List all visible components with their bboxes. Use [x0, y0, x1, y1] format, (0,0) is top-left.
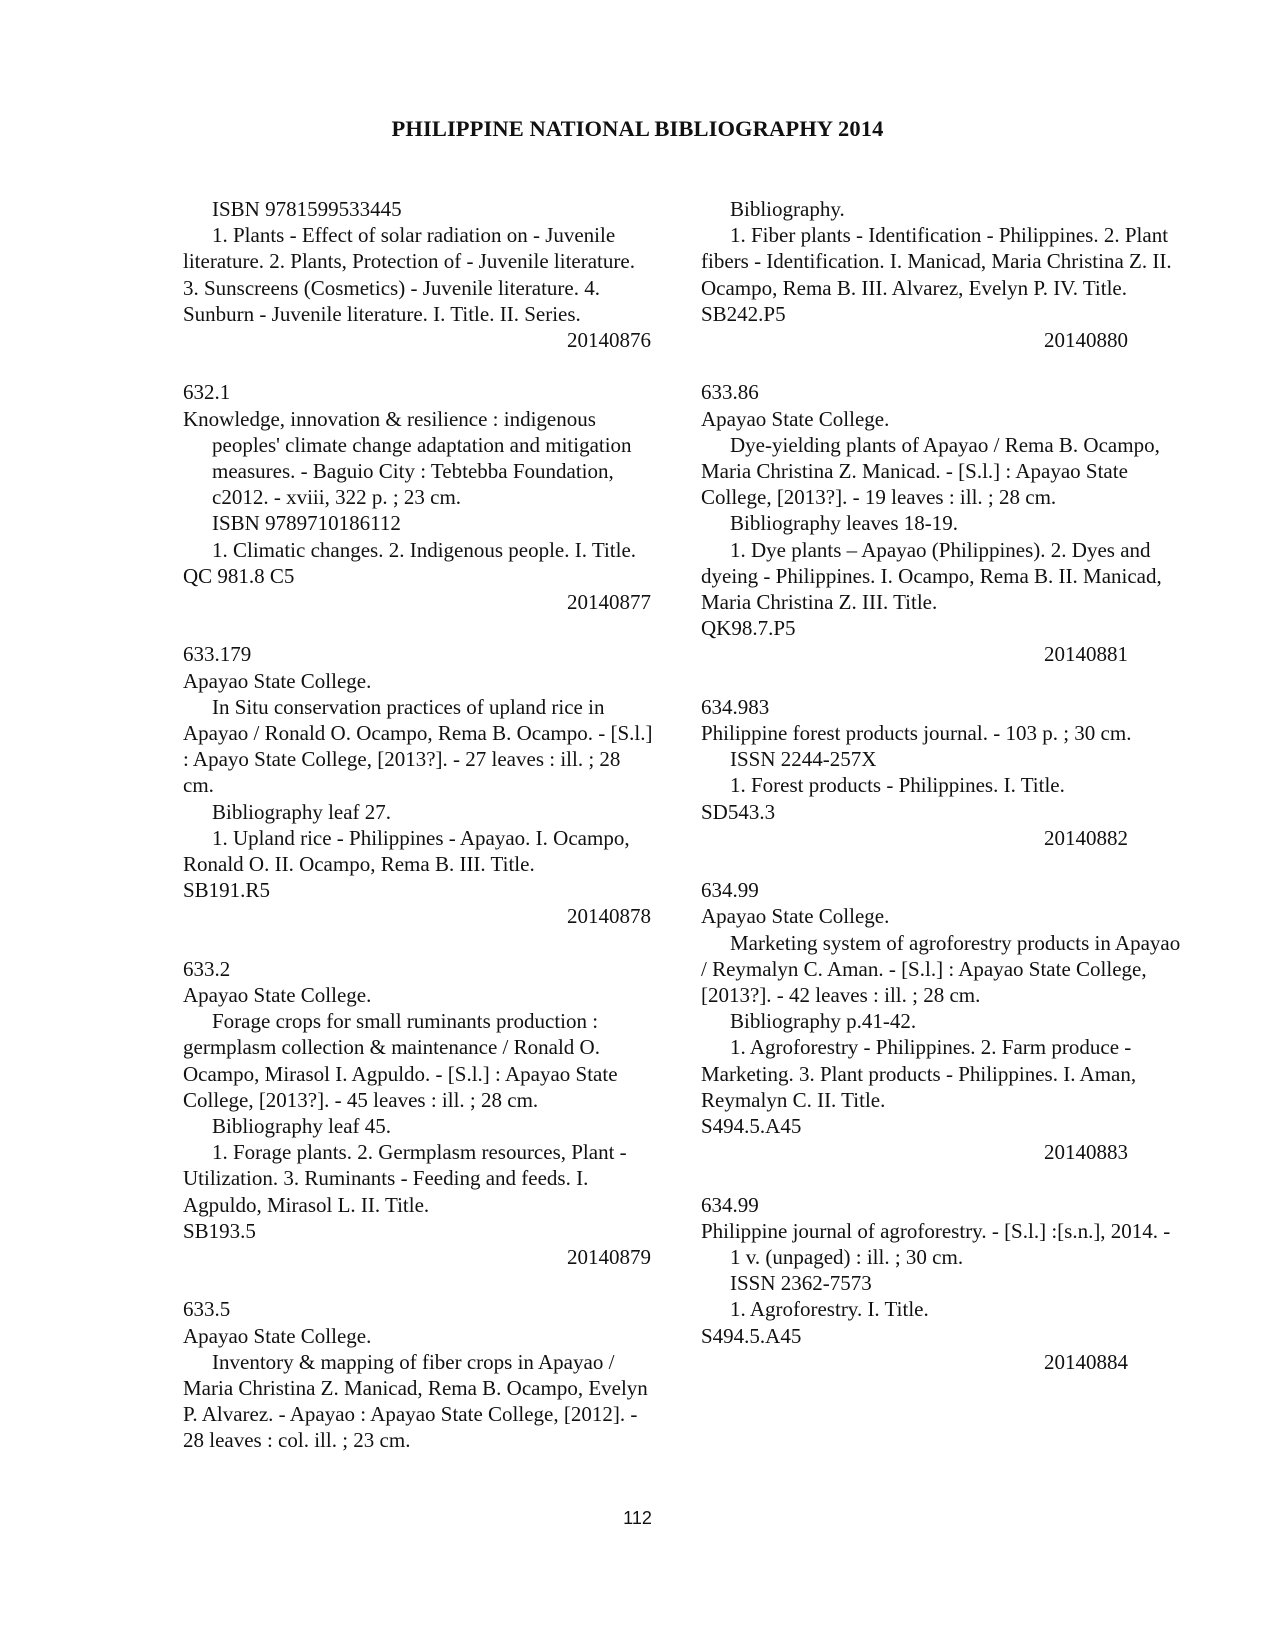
main-entry-author: Apayao State College.	[701, 406, 890, 431]
control-number: 20140878	[567, 904, 651, 929]
control-number: 20140882	[1044, 825, 1128, 850]
subject-headings: 1. Climatic changes. 2. Indigenous people. I. Title.	[212, 537, 637, 562]
bibliography-note: Bibliography p.41-42.	[730, 1009, 917, 1034]
issn: ISSN 2244-257X	[730, 747, 877, 772]
class-number: 633.5	[183, 1297, 231, 1322]
class-number: 634.983	[701, 694, 770, 719]
control-number: 20140876	[567, 328, 651, 353]
call-number: SD543.3	[701, 799, 776, 824]
call-number: S494.5.A45	[701, 1323, 802, 1348]
title-statement: Forage crops for small ruminants production : germplasm collection & maintenance / Ronald O. Ocampo, Mirasol I. Agpuldo. - [S.l.] : Apayao State College, [2013?]. - 45 leaves : ill. ; 28 cm.	[183, 1009, 618, 1112]
page-title: PHILIPPINE NATIONAL BIBLIOGRAPHY 2014	[391, 116, 884, 141]
subject-headings: 1. Dye plants – Apayao (Philippines). 2. Dyes and dyeing - Philippines. I. Ocampo, Rema B. II. Manicad, Maria Christina Z. III. Title.	[701, 537, 1162, 615]
bibliography-note: Bibliography leaf 27.	[212, 799, 392, 824]
control-number: 20140877	[567, 590, 651, 615]
title-statement: Dye-yielding plants of Apayao / Rema B. Ocampo, Maria Christina Z. Manicad. - [S.l.] : Apayao State College, [2013?]. - 19 leaves : ill. ; 28 cm.	[701, 432, 1160, 510]
main-entry-author: Apayao State College.	[701, 904, 890, 929]
bib-entry-20140879	[183, 956, 653, 1270]
call-number: SB242.P5	[701, 301, 786, 326]
call-number: QK98.7.P5	[701, 616, 796, 641]
bib-entry-20140880-end	[701, 196, 1186, 353]
class-number: 633.86	[701, 380, 759, 405]
subject-headings: 1. Forage plants. 2. Germplasm resources, Plant - Utilization. 3. Ruminants - Feeding and feeds. I. Agpuldo, Mirasol L. II. Title.	[183, 1140, 627, 1217]
bib-entry-20140878	[183, 641, 653, 929]
class-number: 633.2	[183, 956, 231, 981]
title-statement: Philippine forest products journal. - 103 p. ; 30 cm.	[701, 721, 1132, 746]
class-number: 632.1	[183, 380, 231, 405]
call-number: QC 981.8 C5	[183, 563, 295, 588]
control-number: 20140883	[1044, 1140, 1128, 1165]
title-statement: Philippine journal of agroforestry. - [S.l.] :[s.n.], 2014. - 1 v. (unpaged) : ill. ; 30 cm.	[701, 1218, 1171, 1270]
call-number: S494.5.A45	[701, 1114, 802, 1139]
bib-entry-20140883	[701, 877, 1186, 1165]
bib-entry-20140881	[701, 379, 1186, 667]
class-number: 634.99	[701, 1192, 759, 1217]
main-entry-author: Apayao State College.	[183, 983, 372, 1008]
issn: ISSN 2362-7573	[730, 1271, 872, 1296]
class-number: 633.179	[183, 642, 252, 667]
main-entry-author: Apayao State College.	[183, 668, 372, 693]
bibliography-note: Bibliography leaf 45.	[212, 1114, 392, 1139]
page-number: 112	[623, 1508, 652, 1528]
title-statement: Marketing system of agroforestry products in Apayao / Reymalyn C. Aman. - [S.l.] : Apayao State College, [2013?]. - 42 leaves : ill. ; 28 cm.	[701, 930, 1181, 1008]
bibliography-note: Bibliography leaves 18-19.	[730, 511, 959, 536]
subject-headings: 1. Agroforestry - Philippines. 2. Farm produce - Marketing. 3. Plant products - Philippines. I. Aman, Reymalyn C. II. Title.	[701, 1035, 1137, 1112]
control-number: 20140879	[567, 1245, 651, 1270]
call-number: SB193.5	[183, 1218, 256, 1243]
subject-headings: 1. Agroforestry. I. Title.	[730, 1297, 929, 1322]
bib-entry-20140876	[183, 196, 653, 353]
isbn: ISBN 9789710186112	[212, 511, 401, 536]
class-number: 634.99	[701, 878, 759, 903]
control-number: 20140881	[1044, 642, 1128, 667]
bib-entry-20140877	[183, 379, 653, 615]
title-statement: In Situ conservation practices of upland rice in Apayao / Ronald O. Ocampo, Rema B. Ocampo. - [S.l.] : Apayo State College, [2013?]. - 27 leaves : ill. ; 28 cm.	[183, 694, 653, 798]
title-statement: Inventory & mapping of fiber crops in Apayao / Maria Christina Z. Manicad, Rema B. Ocampo, Evelyn P. Alvarez. - Apayao : Apayao State College, [2012]. - 28 leaves : col. ill. ; 23 cm.	[183, 1349, 648, 1453]
isbn: ISBN 9781599533445	[212, 197, 402, 221]
subject-headings: 1. Plants - Effect of solar radiation on - Juvenile literature. 2. Plants, Protection of - Juvenile literature. 3. Sunscreens (Cosmetics) - Juvenile literature. 4. Sunburn - Juvenile literature. I. Title. II. Series.	[183, 223, 635, 326]
title-statement: Knowledge, innovation & resilience : indigenous peoples' climate change adaptation and mitigation measures. - Baguio City : Tebtebba Foundation, c2012. - xviii, 322 p. ; 23 cm.	[183, 406, 632, 510]
main-entry-author: Apayao State College.	[183, 1323, 372, 1348]
call-number: SB191.R5	[183, 878, 270, 903]
subject-headings: 1. Forest products - Philippines. I. Title.	[730, 773, 1065, 798]
control-number: 20140880	[1044, 328, 1128, 353]
bib-entry-20140884	[701, 1192, 1186, 1375]
bibliography-note: Bibliography.	[730, 197, 845, 221]
right-column	[701, 196, 1186, 1375]
bib-entry-20140880-start	[183, 1296, 653, 1453]
left-column	[183, 196, 653, 1454]
bib-entry-20140882	[701, 694, 1186, 851]
subject-headings: 1. Upland rice - Philippines - Apayao. I. Ocampo, Ronald O. II. Ocampo, Rema B. III. Title.	[183, 825, 630, 877]
control-number: 20140884	[1044, 1349, 1128, 1374]
subject-headings: 1. Fiber plants - Identification - Philippines. 2. Plant fibers - Identification. I. Manicad, Maria Christina Z. II. Ocampo, Rema B. III. Alvarez, Evelyn P. IV. Title.	[701, 223, 1172, 300]
